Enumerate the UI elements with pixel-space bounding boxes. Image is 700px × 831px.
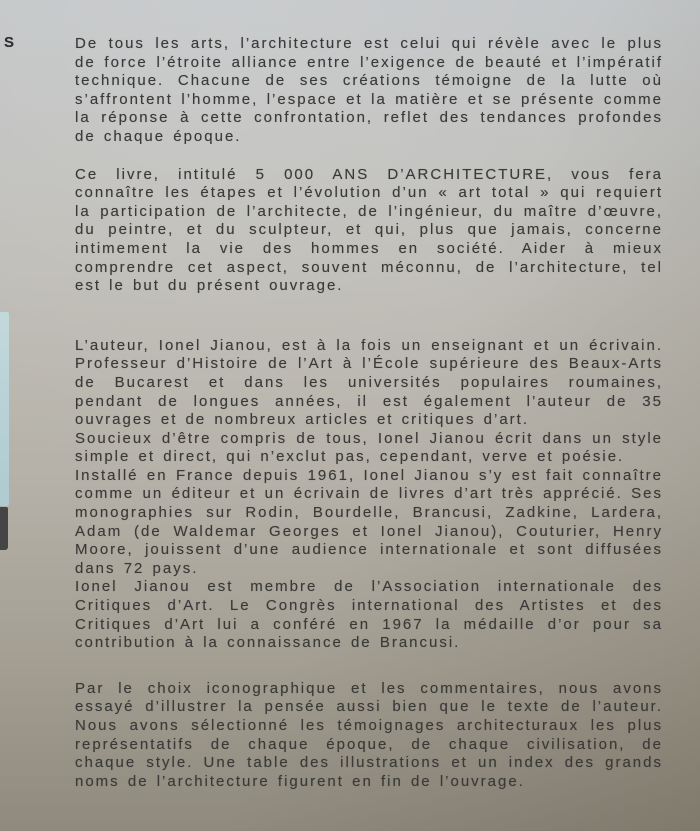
margin-letter: S — [4, 34, 15, 51]
paragraph-author-france: Installé en France depuis 1961, Ionel Jianou s’y est fait connaître comme un éditeur et un écrivain de livres d’art très apprécié. Ses monographies sur Rodin, Bourdelle, Brancusi, Zadkine, Lardera, Adam (de Waldemar Georges et Ionel Jianou), Couturier, Henry Moore, jouissent d’une audience internationale et sont diffusées dans 72 pays. — [75, 466, 663, 577]
paragraph-architecture-intro: De tous les arts, l’architecture est celui qui révèle avec le plus de force l’étroite alliance entre l’exigence de beauté et l’impératif technique. Chacune de ses créations témoigne de la lutte où s’affrontent l’homme, l’espace et la matière et se présente comme la réponse à cette confrontation, reflet des tendances profondes de chaque époque. — [75, 35, 663, 145]
paragraph-author-bio: L’auteur, Ionel Jianou, est à la fois un enseignant et un écrivain. Professeur d’Histoire de l’Art à l’École supérieure des Beaux-Arts de Bucarest et dans les universités populaires roumaines, pendant de longues années, il est également l’auteur de 35 ouvrages et de nombreux articles et critiques d’art. — [75, 336, 663, 429]
paragraph-author-style: Soucieux d’être compris de tous, Ionel Jianou écrit dans un style simple et direct, qui n’exclut pas, cependant, verve et poésie. — [75, 429, 663, 466]
left-edge-dark-strip — [0, 507, 8, 550]
left-edge-blue-strip — [0, 312, 9, 506]
paragraph-book-description: Ce livre, intitulé 5 000 ANS D’ARCHITECTURE, vous fera connaître les étapes et l’évolution d’un « art total » qui requiert la participation de l’architecte, de l’ingénieur, du maître d’œuvre, du peintre, et du sculpteur, et qui, plus que jamais, concerne intimement la vie des hommes en société. Aider à mieux comprendre cet aspect, souvent méconnu, de l’architecture, tel est le but du présent ouvrage. — [75, 165, 663, 295]
paragraph-author-awards: Ionel Jianou est membre de l’Association internationale des Critiques d’Art. Le Congrès international des Artistes et des Critiques d’Art lui a conféré en 1967 la médaille d’or pour sa contribution à la connaissance de Brancusi. — [75, 578, 663, 652]
text-column — [75, 35, 663, 791]
paragraph-iconography: Par le choix iconographique et les commentaires, nous avons essayé d’illustrer la pensée aussi bien que le texte de l’auteur. Nous avons sélectionné les témoignages architecturaux les plus représentatifs de chaque époque, de chaque civilisation, de chaque style. Une table des illustrations et un index des grands noms de l’architecture figurent en fin de l’ouvrage. — [75, 679, 663, 790]
